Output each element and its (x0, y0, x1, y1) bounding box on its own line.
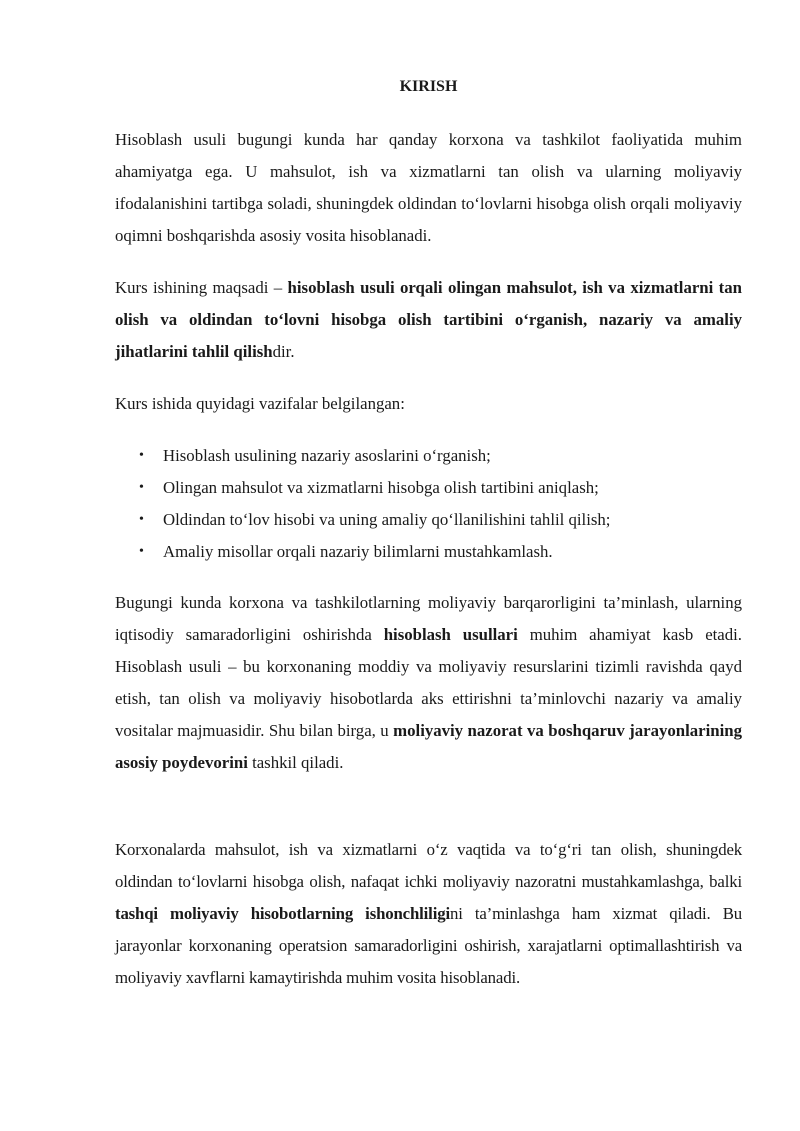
intro-paragraph: Hisoblash usuli bugungi kunda har qanday korxona va tashkilot faoliyatida muhim ahamiyatga ega. U mahsulot, ish va xizmatlarni tan olish va ularning moliyaviy ifodalanishini tartibga soladi, shuningdek oldindan to‘lovlarni hisobga olish orqali moliyaviy oqimni boshqarishda asosiy vosita hisoblanadi. (115, 130, 742, 245)
bullet-icon: • (139, 512, 144, 527)
methods-bold-a: hisoblash usullari (383, 625, 518, 644)
methods-text-c: tashkil qiladi. (247, 753, 344, 772)
list-item-text: Oldindan to‘lov hisobi va uning amaliy qo‘llanilishini tahlil qilish; (163, 510, 611, 529)
methods-paragraph (115, 587, 742, 779)
list-item (115, 536, 742, 568)
methods-bold-b: moliyaviy nazorat va boshqaruv jarayonlarining asosiy poydevorini (115, 721, 742, 772)
methods-text-a: Bugungi kunda korxona va tashkilotlarning moliyaviy barqarorligini ta’minlash, ularning iqtisodiy samaradorligini oshirishda (115, 593, 742, 644)
goal-suffix-text: dir. (272, 342, 295, 361)
page-title: KIRISH (399, 78, 458, 95)
bullet-icon: • (139, 544, 144, 559)
list-item (115, 504, 742, 536)
list-item-text: Olingan mahsulot va xizmatlarni hisobga olish tartibini aniqlash; (163, 478, 599, 497)
bullet-icon: • (139, 480, 144, 495)
list-item (115, 440, 742, 472)
list-item-text: Hisoblash usulining nazariy asoslarini o‘rganish; (163, 446, 491, 465)
tasks-list (115, 440, 742, 568)
recognition-text-a: Korxonalarda mahsulot, ish va xizmatlarni o‘z vaqtida va to‘g‘ri tan olish, shuningdek oldindan to‘lovlarni hisobga olish, nafaqat ichki moliyaviy nazoratni mustahkamlashga, balki (115, 840, 742, 891)
goal-paragraph (115, 272, 742, 368)
bullet-icon: • (139, 448, 144, 463)
recognition-text-b: ni ta’minlashga ham xizmat qiladi. Bu jarayonlar korxonaning operatsion samaradorligini oshirish, xarajatlarni optimallashtirish va moliyaviy xavflarni kamaytirishda muhim vosita hisoblanadi. (115, 904, 742, 987)
list-item-text: Amaliy misollar orqali nazariy bilimlarni mustahkamlash. (163, 542, 553, 561)
goal-lead-text: Kurs ishining maqsadi – (115, 278, 288, 297)
list-item (115, 472, 742, 504)
tasks-intro-paragraph: Kurs ishida quyidagi vazifalar belgilangan: (115, 394, 405, 413)
methods-text-b: muhim ahamiyat kasb etadi. Hisoblash usuli – bu korxonaning moddiy va moliyaviy resurslarini tizimli ravishda qayd etish, tan olish va moliyaviy hisobotlarda aks ettirishni ta’minlovchi nazariy va amaliy vositalar majmuasidir. Shu bilan birga, u (115, 625, 742, 740)
goal-bold-text: hisoblash usuli orqali olingan mahsulot, ish va xizmatlarni tan olish va oldindan to‘lovni hisobga olish tartibini o‘rganish, nazariy va amaliy jihatlarini tahlil qilish (115, 278, 742, 361)
recognition-paragraph (115, 834, 742, 994)
recognition-bold: tashqi moliyaviy hisobotlarning ishonchliligi (115, 904, 450, 923)
